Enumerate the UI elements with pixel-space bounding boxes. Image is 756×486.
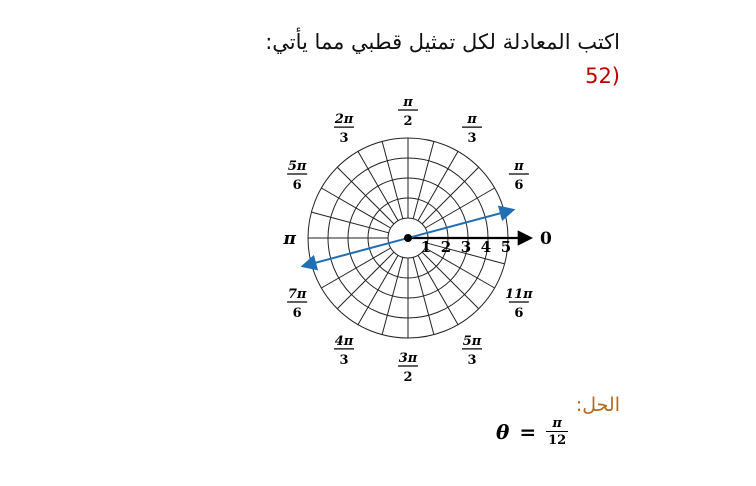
question-prompt: اكتب المعادلة لكل تمثيل قطبي مما يأتي: <box>265 30 620 54</box>
spoke-105 <box>382 141 403 218</box>
answer-fraction <box>546 416 568 448</box>
radial-label-2: 2 <box>440 238 452 256</box>
spoke-45 <box>422 167 479 224</box>
spoke-60 <box>418 151 458 220</box>
angle-label-num: π <box>514 159 524 174</box>
question-number: 52) <box>585 64 620 88</box>
angle-label-60 <box>462 112 482 146</box>
angle-label-num: 3π <box>398 351 418 366</box>
angle-label-den: 6 <box>292 306 302 321</box>
spoke-240 <box>358 255 398 324</box>
angle-label-num: 2π <box>334 112 354 128</box>
angle-label-den: 6 <box>514 178 524 193</box>
angle-label-den: 6 <box>292 178 302 193</box>
radial-label-4: 4 <box>480 238 492 256</box>
angle-label-num: π <box>403 95 413 110</box>
equals-sign: = <box>519 420 537 444</box>
angle-label-num: 11π <box>505 287 533 302</box>
angle-label-120 <box>334 112 354 146</box>
angle-label-den: 2 <box>403 370 413 385</box>
spoke-300 <box>418 255 458 324</box>
radial-label-3: 3 <box>460 238 472 256</box>
spoke-165 <box>311 212 388 233</box>
spoke-135 <box>337 167 394 224</box>
angle-label-num: 5π <box>287 159 307 174</box>
spoke-210 <box>321 248 390 288</box>
angle-label-270 <box>398 351 418 385</box>
angle-label-den: 3 <box>339 131 349 147</box>
angle-label-den: 3 <box>467 352 477 368</box>
spoke-285 <box>413 257 434 334</box>
angle-label-90 <box>398 95 418 129</box>
angle-label-den: 2 <box>403 114 413 129</box>
angle-label-num: 4π <box>334 333 354 349</box>
pole-point <box>404 234 412 242</box>
theta-symbol: θ <box>496 420 510 444</box>
radial-label-5: 5 <box>500 238 512 256</box>
spoke-30 <box>425 188 494 228</box>
answer-denominator: 12 <box>548 433 567 448</box>
spoke-315 <box>422 252 479 309</box>
answer-numerator: π <box>552 416 562 431</box>
angle-label-den: 6 <box>514 306 524 321</box>
angle-label-30 <box>509 159 529 193</box>
angle-label-300 <box>462 334 482 368</box>
spoke-150 <box>321 188 390 228</box>
angle-label-240 <box>334 334 354 368</box>
angle-label-num: π <box>467 112 477 128</box>
angle-label-150 <box>287 159 307 193</box>
angle-label-num: 7π <box>287 287 307 302</box>
angle-label-210 <box>287 287 307 321</box>
spoke-120 <box>358 151 398 220</box>
angle-label-num: 5π <box>462 333 482 349</box>
spoke-75 <box>413 141 434 218</box>
answer-equation <box>496 412 568 452</box>
angle-label-den: 3 <box>339 352 349 368</box>
angle-label-330 <box>505 287 533 321</box>
angle-label-den: 3 <box>467 131 477 147</box>
spoke-255 <box>382 257 403 334</box>
angle-label-0: 0 <box>540 229 552 249</box>
radial-label-1: 1 <box>420 238 432 256</box>
angle-label-pi: π <box>283 229 296 249</box>
spoke-225 <box>337 252 394 309</box>
solution-label: الحل: <box>575 394 620 416</box>
